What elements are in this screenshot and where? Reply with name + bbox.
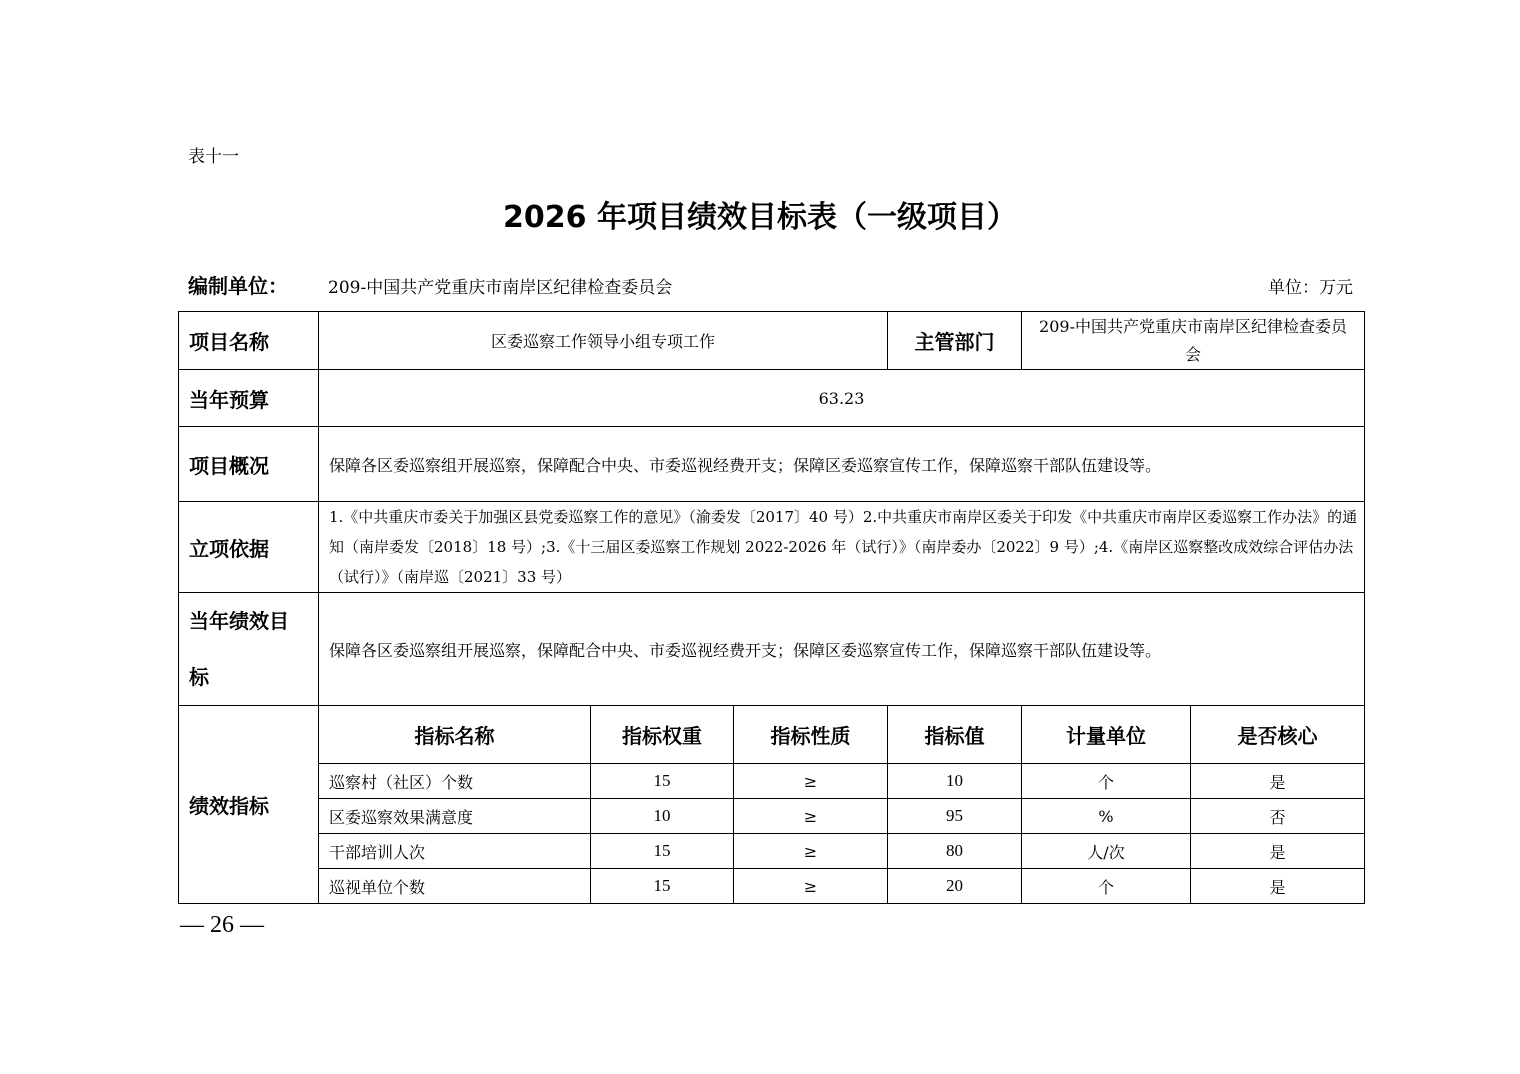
currency-unit: 单位：万元 xyxy=(1268,278,1353,298)
indicator-unit: 人/次 xyxy=(1022,834,1191,869)
indicator-name: 巡视单位个数 xyxy=(319,869,591,904)
indicator-value: 95 xyxy=(888,799,1022,834)
project-name-value: 区委巡察工作领导小组专项工作 xyxy=(319,312,888,370)
table-row xyxy=(179,834,1365,869)
dept-value: 209-中国共产党重庆市南岸区纪律检查委员会 xyxy=(1022,312,1365,370)
col-indicator-value: 指标值 xyxy=(888,706,1022,764)
goal-value: 保障各区委巡察组开展巡察，保障配合中央、市委巡视经费开支；保障区委巡察宣传工作，保障巡察干部队伍建设等。 xyxy=(319,593,1365,706)
row-basis xyxy=(179,502,1365,593)
col-indicator-nature: 指标性质 xyxy=(734,706,888,764)
indicator-core: 否 xyxy=(1191,799,1365,834)
indicator-nature: ≥ xyxy=(734,834,888,869)
basis-label: 立项依据 xyxy=(179,502,319,593)
goal-label: 当年绩效目标 xyxy=(179,593,319,706)
performance-table xyxy=(178,311,1365,904)
indicator-unit: % xyxy=(1022,799,1191,834)
budget-value: 63.23 xyxy=(319,370,1365,427)
row-goal xyxy=(179,593,1365,706)
overview-value: 保障各区委巡察组开展巡察，保障配合中央、市委巡视经费开支；保障区委巡察宣传工作，保障巡察干部队伍建设等。 xyxy=(319,427,1365,502)
project-name-label: 项目名称 xyxy=(179,312,319,370)
indicator-value: 80 xyxy=(888,834,1022,869)
col-indicator-core: 是否核心 xyxy=(1191,706,1365,764)
indicator-name: 区委巡察效果满意度 xyxy=(319,799,591,834)
indicator-value: 10 xyxy=(888,764,1022,799)
org-label: 编制单位： xyxy=(188,274,288,298)
table-label: 表十一 xyxy=(188,147,239,167)
table-row xyxy=(179,764,1365,799)
indicator-nature: ≥ xyxy=(734,869,888,904)
indicator-weight: 15 xyxy=(591,764,734,799)
indicator-core: 是 xyxy=(1191,834,1365,869)
col-indicator-unit: 计量单位 xyxy=(1022,706,1191,764)
budget-label: 当年预算 xyxy=(179,370,319,427)
page-number: — 26 — xyxy=(180,912,264,938)
indicator-core: 是 xyxy=(1191,869,1365,904)
table-row xyxy=(179,869,1365,904)
indicator-unit: 个 xyxy=(1022,869,1191,904)
dept-label: 主管部门 xyxy=(888,312,1022,370)
indicator-nature: ≥ xyxy=(734,764,888,799)
overview-label: 项目概况 xyxy=(179,427,319,502)
indicator-weight: 15 xyxy=(591,834,734,869)
indicator-weight: 15 xyxy=(591,869,734,904)
indicator-value: 20 xyxy=(888,869,1022,904)
basis-value: 1.《中共重庆市委关于加强区县党委巡察工作的意见》（渝委发〔2017〕40 号）2.中共重庆市南岸区委关于印发《中共重庆市南岸区委巡察工作办法》的通知（南岸委发〔2018〕18 号）;3.《十三届区委巡察工作规划 2022-2026 年（试行）》（南岸委办〔2022〕9 号）;4.《南岸区巡察整改成效综合评估办法（试行）》（南岸巡〔2021〕33 号） xyxy=(319,502,1365,593)
indicator-name: 干部培训人次 xyxy=(319,834,591,869)
col-indicator-weight: 指标权重 xyxy=(591,706,734,764)
org-value: 209-中国共产党重庆市南岸区纪律检查委员会 xyxy=(328,278,673,298)
row-overview xyxy=(179,427,1365,502)
org-unit-line xyxy=(188,270,1353,298)
indicator-name: 巡察村（社区）个数 xyxy=(319,764,591,799)
indicator-nature: ≥ xyxy=(734,799,888,834)
row-budget xyxy=(179,370,1365,427)
table-row xyxy=(179,799,1365,834)
col-indicator-name: 指标名称 xyxy=(319,706,591,764)
document-title: 2026 年项目绩效目标表（一级项目） xyxy=(503,200,1017,235)
indicator-header-row xyxy=(179,706,1365,764)
row-project-name xyxy=(179,312,1365,370)
indicator-core: 是 xyxy=(1191,764,1365,799)
indicator-unit: 个 xyxy=(1022,764,1191,799)
indicators-label: 绩效指标 xyxy=(179,706,319,904)
indicator-weight: 10 xyxy=(591,799,734,834)
